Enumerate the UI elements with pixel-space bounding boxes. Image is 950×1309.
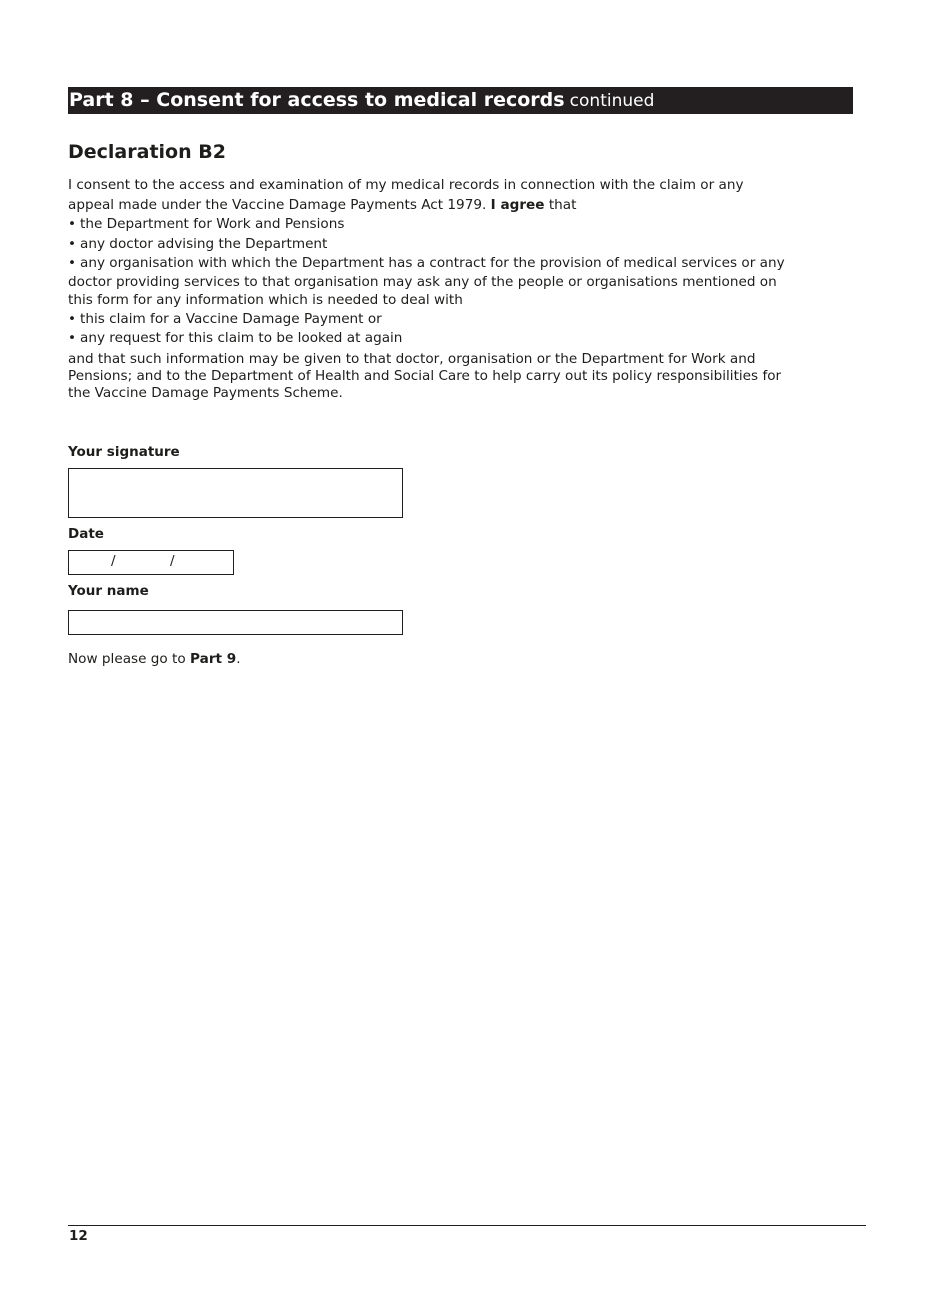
part-title: Part 8 – Consent for access to medical records xyxy=(69,89,565,111)
page-number: 12 xyxy=(69,1228,88,1244)
declaration-intro xyxy=(68,176,788,215)
bullet-dot: • xyxy=(68,330,77,346)
bullet-dot: • xyxy=(68,235,77,252)
instruction-prefix: Now please go to xyxy=(68,651,186,667)
name-field[interactable] xyxy=(68,610,403,635)
bullet-item xyxy=(68,235,788,255)
footer-rule xyxy=(68,1225,866,1226)
bullet-dot: • xyxy=(68,216,77,232)
date-separator: / xyxy=(170,553,175,569)
signature-box[interactable] xyxy=(68,468,403,518)
bullet-text: any request for this claim to be looked at again xyxy=(80,330,403,346)
declaration-body xyxy=(68,176,788,402)
bullet-text: the Department for Work and Pensions xyxy=(80,216,345,232)
bullet-text: this claim for a Vaccine Damage Payment or xyxy=(80,310,382,327)
instruction-target: Part 9 xyxy=(190,651,237,667)
agree-text: I agree xyxy=(490,196,545,213)
signature-label: Your signature xyxy=(68,444,180,460)
date-field[interactable] xyxy=(68,550,234,575)
bullet-item xyxy=(68,329,788,349)
agree-after-text: that xyxy=(548,196,577,213)
date-separator: / xyxy=(111,553,116,569)
bullet-dot: • xyxy=(68,255,77,271)
next-step-instruction xyxy=(68,651,241,667)
section-header-bar xyxy=(68,87,853,114)
part-continued: continued xyxy=(569,91,655,111)
bullet-item xyxy=(68,254,788,310)
instruction-suffix: . xyxy=(236,651,241,667)
date-label: Date xyxy=(68,526,104,542)
declaration-closing: and that such information may be given to that doctor, organisation or the Department for Work and Pensions; and to the Department of Health and Social Care to help carry out its policy responsibilities for the Vaccine Damage Payments Scheme. xyxy=(68,350,782,401)
bullet-item xyxy=(68,310,788,330)
declaration-title: Declaration B2 xyxy=(68,141,226,163)
bullet-dot: • xyxy=(68,310,77,327)
bullet-text: any doctor advising the Department xyxy=(80,235,328,252)
bullet-item xyxy=(68,215,788,235)
bullet-text: any organisation with which the Department has a contract for the provision of medical services or any doctor providing services to that organisation may ask any of the people or organisations mentioned on this form for any information which is needed to deal with xyxy=(68,255,785,308)
intro-text: I consent to the access and examination of my medical records in connection with the claim or any appeal made under the Vaccine Damage Payments Act 1979. xyxy=(68,177,744,213)
name-label: Your name xyxy=(68,583,149,599)
